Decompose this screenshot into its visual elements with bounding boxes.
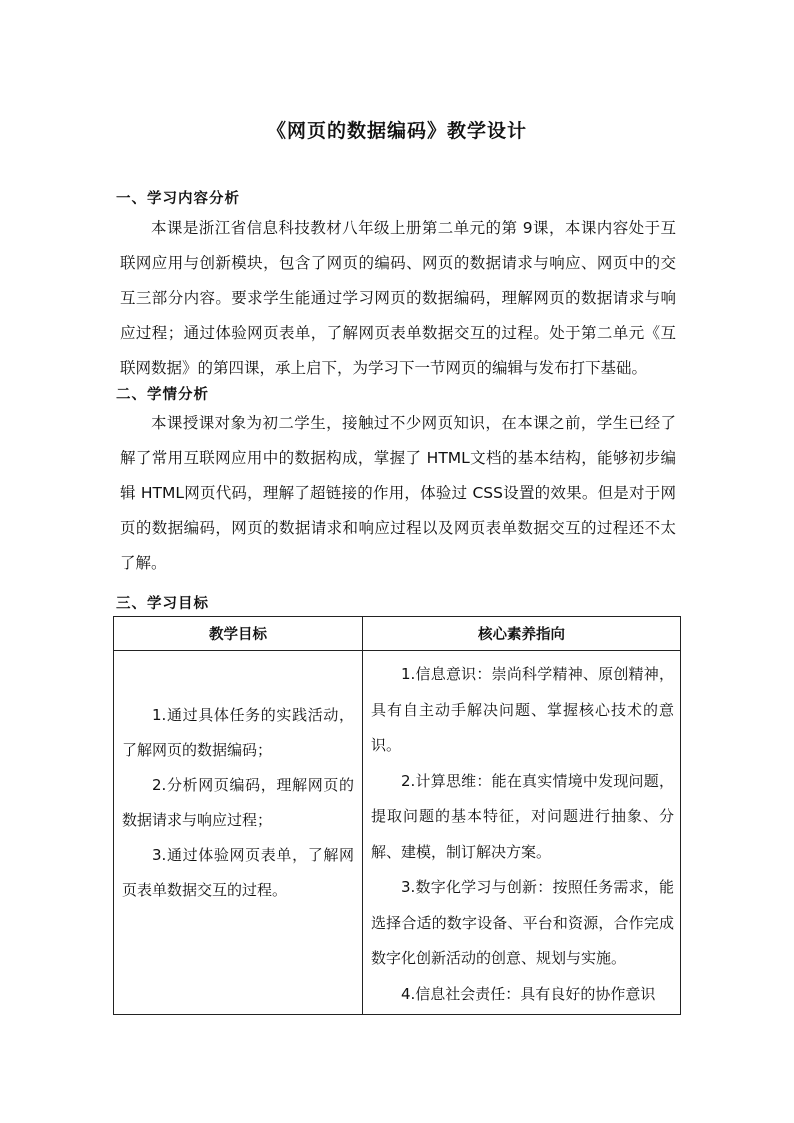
- teaching-goals-cell: [114, 651, 363, 1015]
- goal-item: 3.通过体验网页表单，了解网页表单数据交互的过程。: [122, 846, 354, 899]
- section-heading-content-analysis: 一、学习内容分析: [116, 191, 240, 207]
- table-row: [114, 651, 681, 1015]
- goals-table: [113, 616, 681, 1015]
- table-header-row: [114, 617, 681, 651]
- paragraph-learner-analysis: 本课授课对象为初二学生，接触过不少网页知识，在本课之前，学生已经了解了常用互联网应用中的数据构成，掌握了 HTML文档的基本结构，能够初步编辑 HTML网页代码，理解了超链接的作用，体验过 CSS设置的效果。但是对于网页的数据编码，网页的数据请求和响应过程以及网页表单数据交互的过程还不太了解。: [120, 414, 676, 572]
- section-heading-learner-analysis: 二、学情分析: [116, 387, 209, 403]
- paragraph-content-analysis: 本课是浙江省信息科技教材八年级上册第二单元的第 9课，本课内容处于互联网应用与创新模块，包含了网页的编码、网页的数据请求与响应、网页中的交互三部分内容。要求学生能通过学习网页的数据编码，理解网页的数据请求与响应过程；通过体验网页表单，了解网页表单数据交互的过程。处于第二单元《互联网数据》的第四课，承上启下，为学习下一节网页的编辑与发布打下基础。: [120, 219, 676, 377]
- core-literacy-cell: [363, 651, 681, 1015]
- literacy-item: 4.信息社会责任：具有良好的协作意识: [401, 984, 656, 1003]
- goal-item: 2.分析网页编码，理解网页的数据请求与响应过程；: [122, 776, 354, 829]
- literacy-item: 3.数字化学习与创新：按照任务需求，能选择合适的数字设备、平台和资源，合作完成数字化创新活动的创意、规划与实施。: [371, 878, 674, 967]
- goal-item: 1.通过具体任务的实践活动，了解网页的数据编码；: [122, 706, 354, 759]
- document-title: 《网页的数据编码》教学设计: [266, 120, 527, 142]
- literacy-item: 2.计算思维：能在真实情境中发现问题，提取问题的基本特征，对问题进行抽象、分解、建模，制订解决方案。: [371, 771, 674, 861]
- table-header-teaching-goals: 教学目标: [114, 617, 363, 651]
- table-header-core-literacy: 核心素养指向: [363, 617, 681, 651]
- literacy-item: 1.信息意识：崇尚科学精神、原创精神，具有自主动手解决问题、掌握核心技术的意识。: [371, 665, 674, 754]
- section-heading-learning-goals: 三、学习目标: [116, 596, 209, 612]
